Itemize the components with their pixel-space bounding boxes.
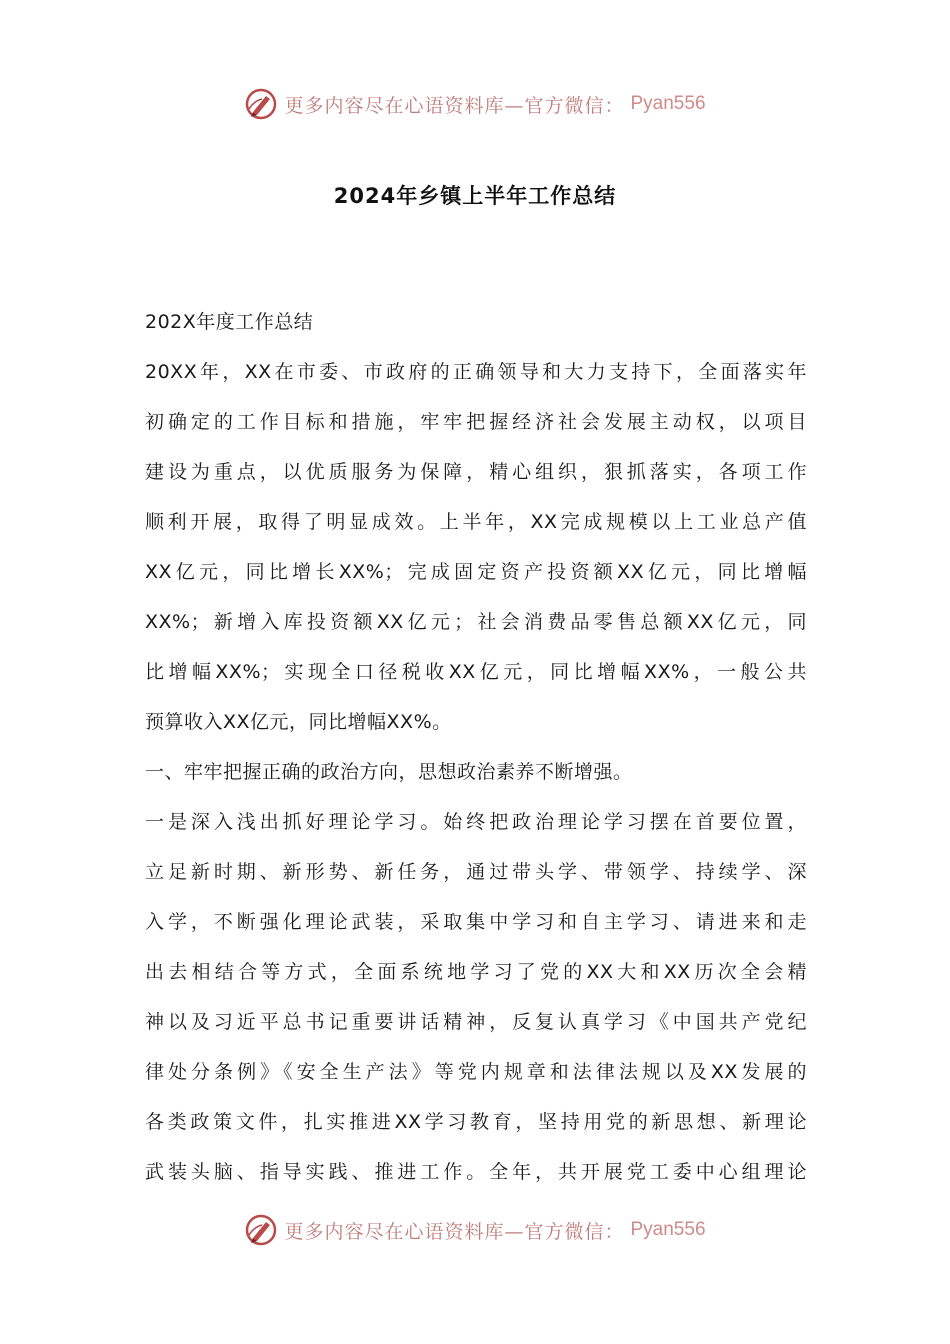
paragraph-line: 入学，不断强化理论武装，采取集中学习和自主学习、请进来和走	[145, 911, 807, 933]
paragraph-line: 一是深入浅出抓好理论学习。始终把政治理论学习摆在首要位置，	[145, 811, 807, 833]
paragraph-line: 神以及习近平总书记重要讲话精神，反复认真学习《中国共产党纪	[145, 1011, 807, 1033]
paragraph-line: 比增幅XX%；实现全口径税收XX亿元，同比增幅XX%，一般公共	[145, 661, 807, 683]
watermark-text: 更多内容尽在心语资料库—官方微信：	[284, 94, 625, 117]
header-watermark-banner	[0, 84, 950, 124]
pen-logo-icon	[244, 1213, 278, 1247]
paragraph-line: 初确定的工作目标和措施，牢牢把握经济社会发展主动权，以项目	[145, 411, 807, 433]
paragraph-line: 建设为重点，以优质服务为保障，精心组织，狠抓落实，各项工作	[145, 461, 807, 483]
section-heading: 一、牢牢把握正确的政治方向，思想政治素养不断增强。	[145, 761, 633, 783]
paragraph-line: 20XX年，XX在市委、市政府的正确领导和大力支持下，全面落实年	[145, 361, 807, 383]
paragraph-line: XX%；新增入库投资额XX亿元；社会消费品零售总额XX亿元，同	[145, 611, 807, 633]
wechat-id: Pyan556	[630, 93, 706, 114]
paragraph-line: XX亿元，同比增长XX%；完成固定资产投资额XX亿元，同比增幅	[145, 561, 807, 583]
wechat-id: Pyan556	[630, 1219, 706, 1240]
document-title: 2024年乡镇上半年工作总结	[333, 184, 617, 208]
footer-watermark-banner	[0, 1210, 950, 1250]
paragraph-line: 出去相结合等方式，全面系统地学习了党的XX大和XX历次全会精	[145, 961, 807, 983]
paragraph-line: 武装头脑、指导实践、推进工作。全年，共开展党工委中心组理论	[145, 1161, 807, 1183]
watermark-text: 更多内容尽在心语资料库—官方微信：	[284, 1220, 625, 1243]
section-heading: 202X年度工作总结	[145, 311, 314, 333]
paragraph-line: 立足新时期、新形势、新任务，通过带头学、带领学、持续学、深	[145, 861, 807, 883]
pen-logo-icon	[244, 87, 278, 121]
document-body	[145, 297, 807, 1197]
paragraph-line: 律处分条例》《安全生产法》等党内规章和法律法规以及XX发展的	[145, 1061, 807, 1083]
paragraph-line: 顺利开展，取得了明显成效。上半年，XX完成规模以上工业总产值	[145, 511, 807, 533]
paragraph-line: 预算收入XX亿元，同比增幅XX%。	[145, 711, 452, 733]
paragraph-line: 各类政策文件，扎实推进XX学习教育，坚持用党的新思想、新理论	[145, 1111, 807, 1133]
